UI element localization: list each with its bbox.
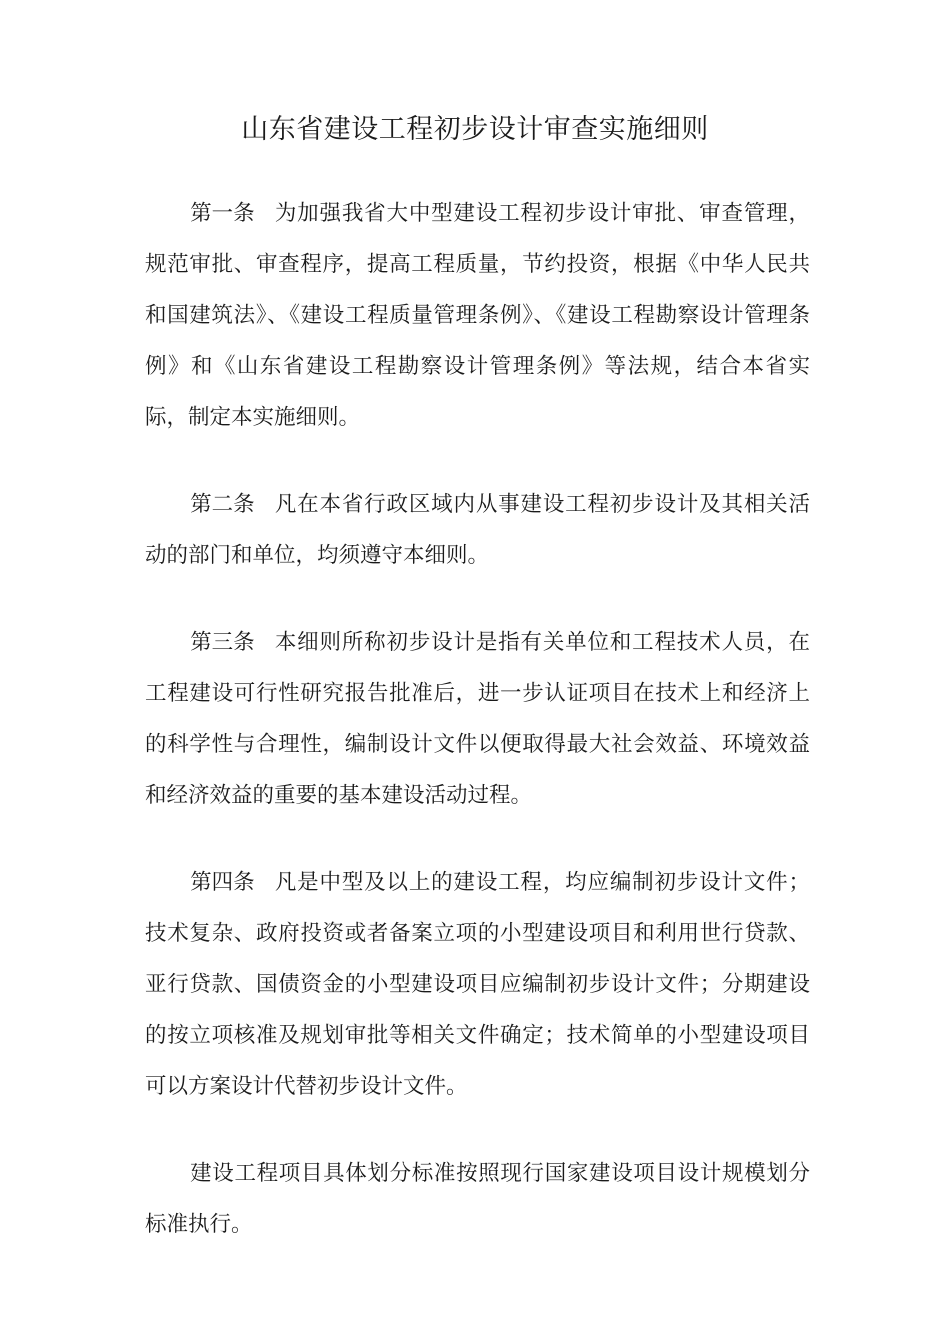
article-1 [145, 188, 810, 443]
article-text: 为加强我省大中型建设工程初步设计审批、审查管理，规范审批、审查程序，提高工程质量，节约投资，根据《中华人民共和国建筑法》、《建设工程质量管理条例》、《建设工程勘察设计管理条例》和《山东省建设工程勘察设计管理条例》等法规，结合本省实际，制定本实施细则。 [145, 201, 810, 430]
article-number: 第一条 [190, 201, 255, 226]
document-title: 山东省建设工程初步设计审查实施细则 [241, 114, 709, 145]
article-text: 凡在本省行政区域内从事建设工程初步设计及其相关活动的部门和单位，均须遵守本细则。 [145, 492, 810, 568]
article-4 [145, 857, 810, 1112]
article-3 [145, 617, 810, 821]
article-text: 本细则所称初步设计是指有关单位和工程技术人员，在工程建设可行性研究报告批准后，进一步认证项目在技术上和经济上的科学性与合理性，编制设计文件以便取得最大社会效益、环境效益和经济效益的重要的基本建设活动过程。 [145, 630, 810, 808]
article-text: 凡是中型及以上的建设工程，均应编制初步设计文件；技术复杂、政府投资或者备案立项的小型建设项目和利用世行贷款、亚行贷款、国债资金的小型建设项目应编制初步设计文件；分期建设的按立项核准及规划审批等相关文件确定；技术简单的小型建设项目可以方案设计代替初步设计文件。 [145, 870, 810, 1099]
document-body [145, 188, 810, 1286]
article-number: 第三条 [190, 630, 255, 655]
article-number: 第四条 [190, 870, 255, 895]
article-number: 第二条 [190, 492, 255, 517]
supplement-paragraph: 建设工程项目具体划分标准按照现行国家建设项目设计规模划分标准执行。 [145, 1161, 810, 1237]
article-2 [145, 479, 810, 581]
